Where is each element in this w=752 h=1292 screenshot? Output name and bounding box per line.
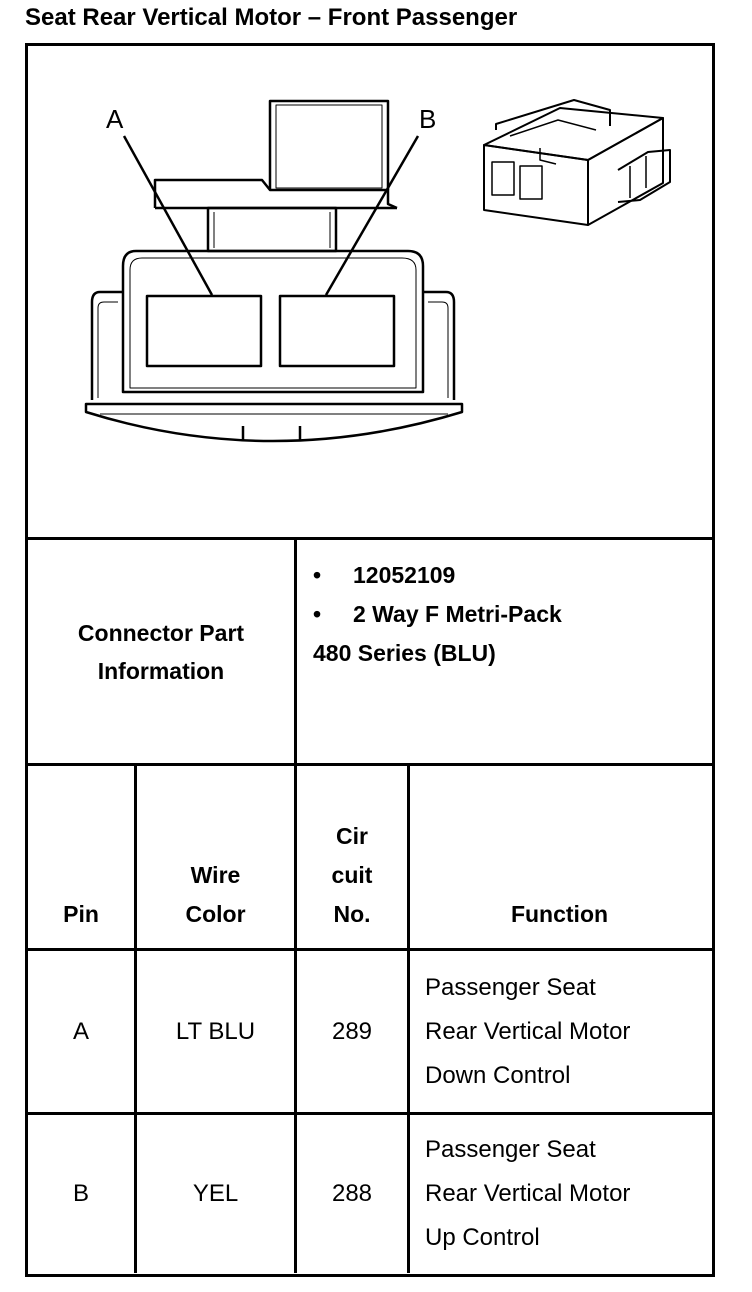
row-b-wire-color: YEL xyxy=(192,1180,239,1207)
row-b-function-line2: Rear Vertical Motor xyxy=(425,1180,631,1207)
terminal-cavity-a xyxy=(147,296,261,366)
row-a-function-line2: Rear Vertical Motor xyxy=(425,1017,631,1045)
header-wire-line1: Wire xyxy=(190,862,241,888)
pin-label-b: B xyxy=(419,104,437,134)
connector-info-label-line1: Connector Part xyxy=(77,619,245,646)
leader-line-b xyxy=(326,136,418,295)
header-function-label: Function xyxy=(510,901,609,927)
leader-line-a xyxy=(124,136,212,295)
connector-info-details xyxy=(25,556,709,676)
row-b-pin: B xyxy=(72,1180,89,1207)
connector-info-label-line2: Information xyxy=(97,657,225,684)
header-pin-label: Pin xyxy=(63,901,99,927)
terminal-cavity-b xyxy=(280,296,394,366)
connector-description-line2: 480 Series (BLU) xyxy=(313,640,496,666)
row-a-wire-color: LT BLU xyxy=(175,1017,256,1045)
row-a-function-line1: Passenger Seat xyxy=(425,973,596,1001)
row-a-function xyxy=(25,951,709,1112)
row-a-pin: A xyxy=(72,1017,89,1045)
row-b-function-line3: Up Control xyxy=(425,1224,540,1251)
header-circuit-no xyxy=(297,766,407,948)
connector-face-view xyxy=(86,101,462,441)
page-title: Seat Rear Vertical Motor – Front Passenger xyxy=(25,4,518,31)
connector-isometric-view xyxy=(484,100,670,225)
pin-label-a: A xyxy=(106,104,124,134)
header-function xyxy=(410,766,709,948)
row-a-function-line3: Down Control xyxy=(425,1061,571,1089)
connector-description-line1: 2 Way F Metri-Pack xyxy=(353,601,562,627)
header-circuit-line2: cuit xyxy=(331,862,373,888)
part-number: 12052109 xyxy=(353,562,456,588)
row-b-circuit: 288 xyxy=(331,1180,373,1207)
bullet: • xyxy=(313,562,322,588)
row-b-function-line1: Passenger Seat xyxy=(425,1136,596,1163)
header-circuit-line1: Cir xyxy=(336,823,368,849)
header-circuit-line3: No. xyxy=(333,901,371,927)
header-wire-color xyxy=(137,766,294,948)
row-a-circuit: 289 xyxy=(331,1017,373,1045)
bullet: • xyxy=(313,601,322,627)
row-b-function xyxy=(25,1115,709,1273)
header-wire-line2: Color xyxy=(185,901,246,927)
header-pin xyxy=(28,766,134,948)
